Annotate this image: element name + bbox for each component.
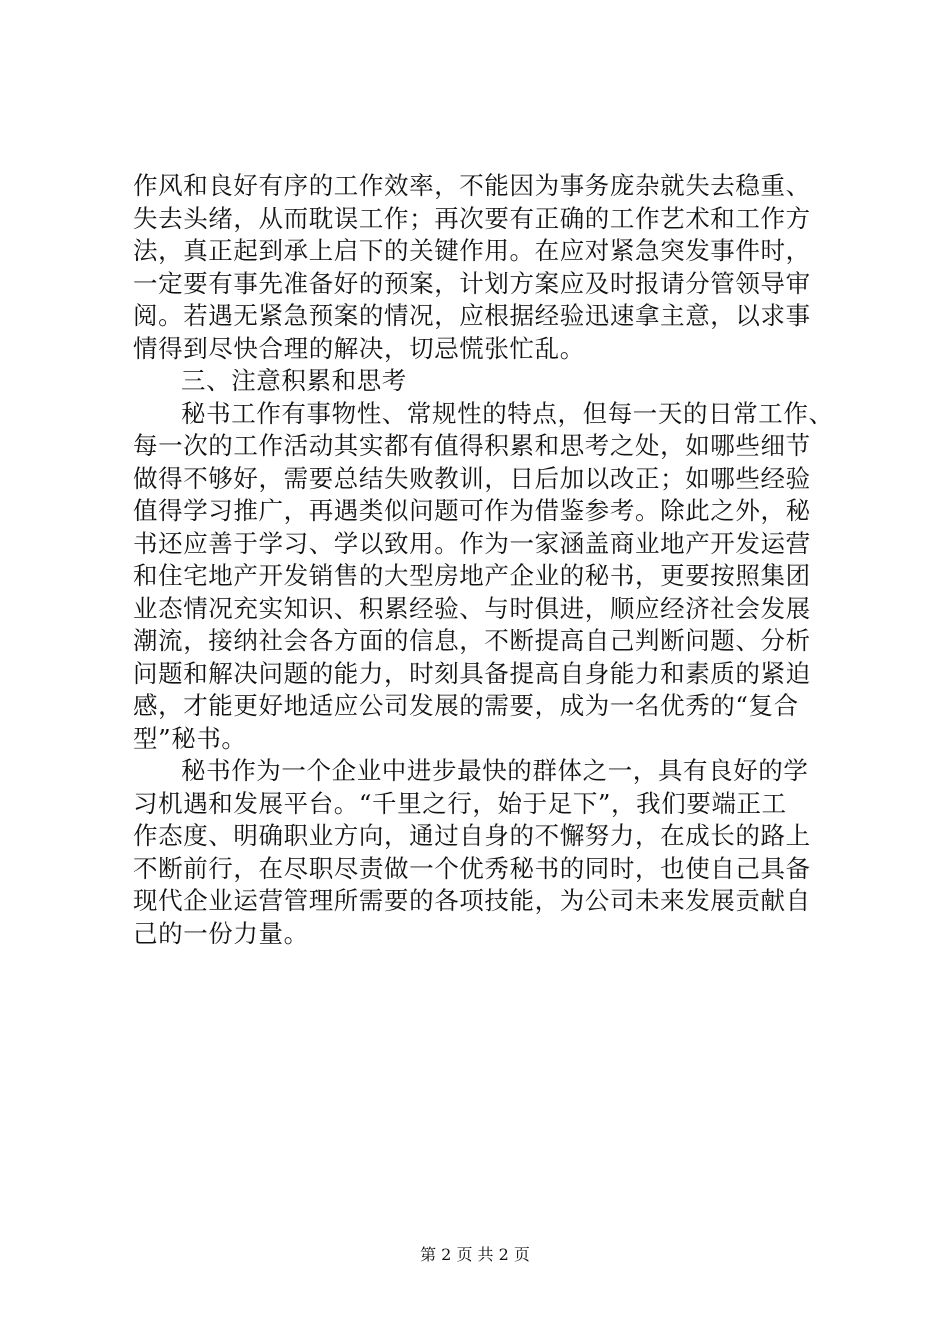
page-number-footer: 第 2 页 共 2 页 [420,1245,530,1264]
text-line: 秘书作为一个企业中进步最快的群体之一，具有良好的学 [181,756,809,785]
text-line: 做得不够好，需要总结失败教训，日后加以改正；如哪些经验 [133,463,811,493]
text-line: 习机遇和发展平台。“千里之行，始于足下”，我们要端正工 [133,788,787,818]
text-line: 己的一份力量。 [133,918,309,948]
text-line: 秘书工作有事物性、常规性的特点，但每一天的日常工作、 [181,398,834,428]
text-line: 阅。若遇无紧急预案的情况，应根据经验迅速拿主意，以求事 [133,301,811,330]
text-line: 潮流，接纳社会各方面的信息，不断提高自己判断问题、分析 [133,626,811,655]
text-line: 情得到尽快合理的解决，切忌慌张忙乱。 [133,333,585,363]
text-line: 失去头绪，从而耽误工作；再次要有正确的工作艺术和工作方 [133,203,811,233]
text-line: 法，真正起到承上启下的关键作用。在应对紧急突发事件时， [133,236,811,265]
text-line: 值得学习推广，再遇类似问题可作为借鉴参考。除此之外，秘 [133,496,811,525]
text-line: 和住宅地产开发销售的大型房地产企业的秘书，更要按照集团 [133,561,811,590]
text-line: 型”秘书。 [133,723,247,753]
text-line: 不断前行，在尽职尽责做一个优秀秘书的同时，也使自己具备 [133,853,811,883]
text-line: 业态情况充实知识、积累经验、与时俱进，顺应经济社会发展 [133,593,811,623]
text-line: 书还应善于学习、学以致用。作为一家涵盖商业地产开发运营 [133,528,811,558]
text-line: 感，才能更好地适应公司发展的需要，成为一名优秀的“复合 [133,691,799,720]
text-line: 现代企业运营管理所需要的各项技能，为公司未来发展贡献自 [133,886,811,915]
text-line: 问题和解决问题的能力，时刻具备提高自身能力和素质的紧迫 [133,658,811,688]
section-heading: 三、注意积累和思考 [181,366,407,395]
text-line: 作风和良好有序的工作效率，不能因为事务庞杂就失去稳重、 [133,171,811,200]
text-line: 一定要有事先准备好的预案，计划方案应及时报请分管领导审 [133,268,811,298]
text-line: 作态度、明确职业方向，通过自身的不懈努力，在成长的路上 [133,821,811,850]
text-line: 每一次的工作活动其实都有值得积累和思考之处，如哪些细节 [133,431,811,460]
document-body [133,170,833,950]
